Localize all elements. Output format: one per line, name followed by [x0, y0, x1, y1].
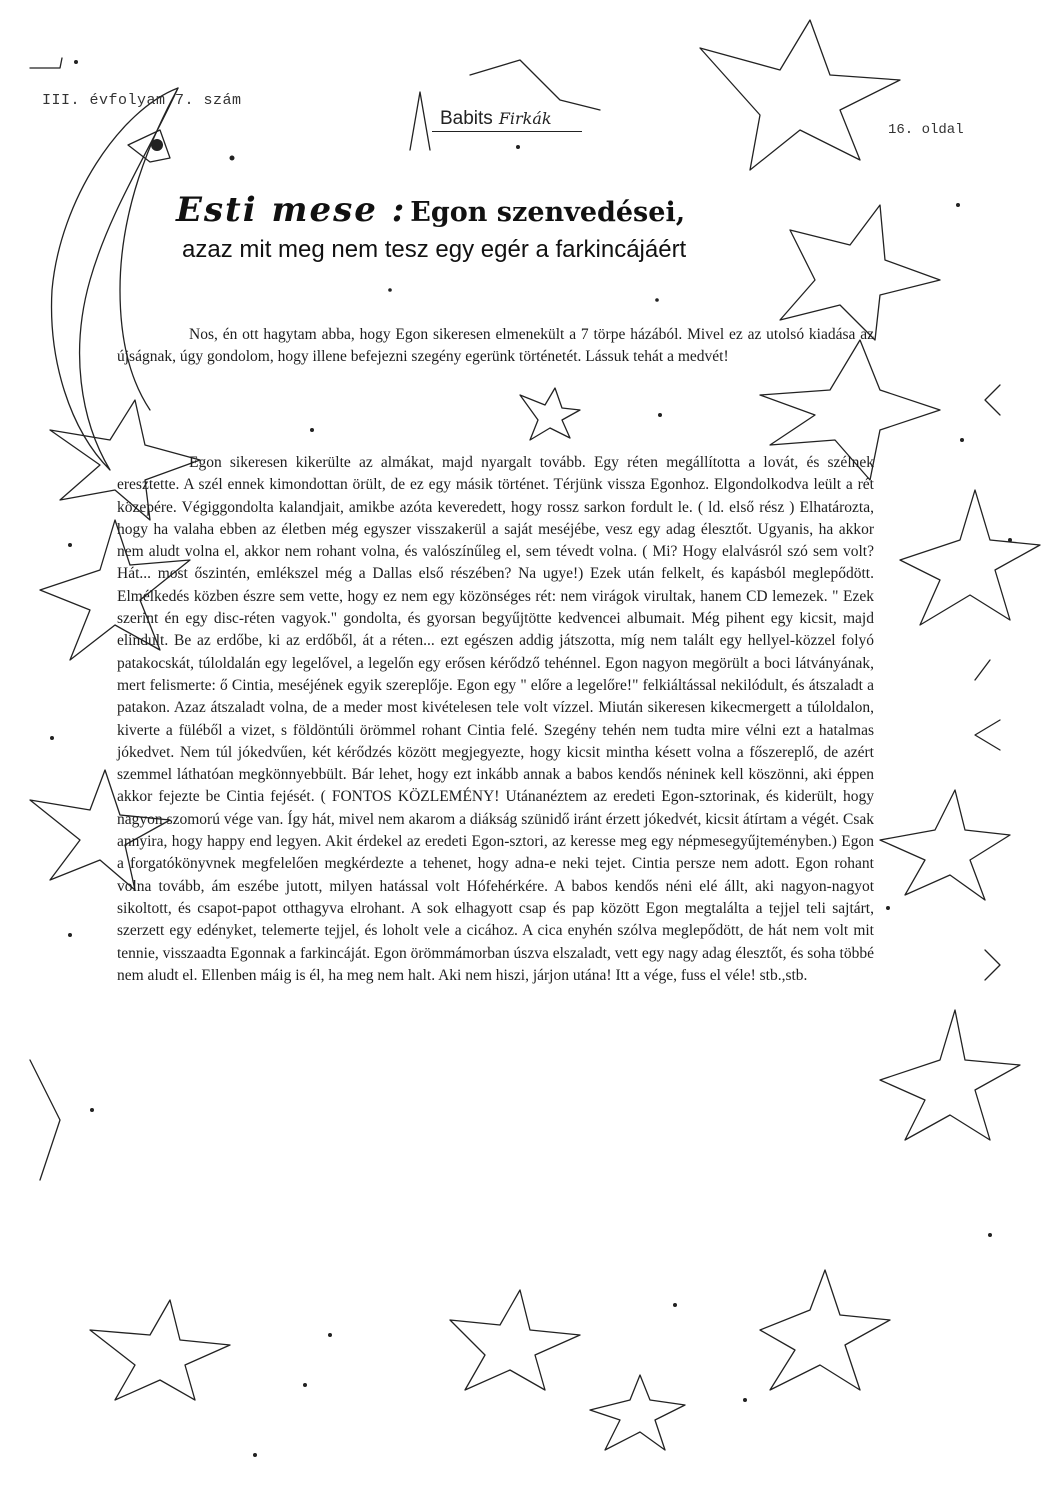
- bracket-doodle-3: [975, 660, 990, 680]
- dot-doodle: [658, 413, 662, 417]
- star-doodle-bottom-2: [450, 1290, 580, 1390]
- dot-doodle: [743, 1398, 747, 1402]
- star-doodle-bottom-3: [760, 1270, 890, 1390]
- dot-doodle: [960, 438, 964, 442]
- dot-doodle: [90, 1108, 94, 1112]
- moon-eye-fill: [151, 139, 163, 151]
- dot-doodle: [230, 156, 235, 161]
- article-title-main: Esti mese :: [176, 190, 407, 230]
- dot-doodle: [388, 288, 392, 292]
- dot-doodle: [328, 1333, 332, 1337]
- article-title-rest: Egon szenvedései,: [410, 197, 686, 228]
- masthead: [440, 108, 552, 130]
- dot-doodle: [253, 1453, 257, 1457]
- dot-doodle: [68, 543, 72, 547]
- article-paragraph-1: Nos, én ott hagytam abba, hogy Egon sikeresen elmenekült a 7 törpe házából. Mivel ez az utolsó kiadása az újságnak, úgy gondolom, hogy illene befejezni szegény egerünk történetét. Lássuk tehát a medvét!: [117, 326, 874, 366]
- curve-doodle-left: [30, 1060, 60, 1180]
- star-doodle-right-low: [900, 490, 1040, 625]
- header-wedge-doodle: [410, 92, 430, 150]
- dot-doodle: [886, 906, 890, 910]
- page-number: 16. oldal: [888, 122, 964, 138]
- dot-doodle: [50, 736, 54, 740]
- star-doodle-top-right: [700, 20, 900, 170]
- masthead-underline: [432, 131, 582, 132]
- star-doodle-right-edge: [880, 790, 1010, 900]
- dot-doodle: [655, 298, 659, 302]
- bracket-doodle-4: [985, 950, 1000, 980]
- dot-doodle: [516, 145, 520, 149]
- moon-eye-doodle: [128, 130, 170, 162]
- crescent-moon-doodle: [52, 88, 178, 470]
- dot-doodle: [956, 203, 960, 207]
- dot-doodle: [303, 1383, 307, 1387]
- star-doodle-bottom-1: [90, 1300, 230, 1400]
- article-subtitle: azaz mit meg nem tesz egy egér a farkincájáért: [182, 236, 687, 263]
- bracket-doodle-1: [985, 385, 1000, 415]
- masthead-brand: Babits: [440, 108, 493, 129]
- bracket-doodle-2: [975, 720, 1000, 750]
- issue-label: III. évfolyam 7. szám: [42, 92, 242, 109]
- dot-doodle: [988, 1233, 992, 1237]
- article-title: [176, 190, 685, 230]
- star-doodle-small-center: [520, 388, 580, 440]
- corner-tick-doodle: [30, 58, 62, 68]
- star-doodle-bottom-4: [590, 1375, 685, 1450]
- dot-doodle: [1008, 538, 1012, 542]
- masthead-brand-script: Firkák: [498, 109, 552, 128]
- dot-doodle: [68, 933, 72, 937]
- star-doodle-title-right: [780, 205, 940, 340]
- article-paragraph-2: Egon sikeresen kikerülte az almákat, majd nyargalt tovább. Egy réten megállította a lovát, és szélnek eresztette. A szél ennek kimondottan örült, de ez egy másik történet. Térjünk vissza Egonhoz. Elgondolkodva leült a rét közepére. Végiggondolta kalandjait, amikbe azóta keveredett, hogy rossz sarkon fordult le. ( ld. első rész ) Elhatározta, hogy ha valaha ebben az életben még egyszer visszakerül a saját meséjébe, vesz egy adag élesztőt. Ugyanis, ha akkor nem aludt volna el, akkor nem rohant volna, és valószínűleg el, sem tévedt volna. ( Mi? Hogy elalvásról szó sem volt? Hát... most őszintén, emlékszel még a Dallas első részében? Na ugye!) Ezek után felkelt, és kapásból meglepődött. Elmélkedés közben észre sem vette, hogy ez nem egy közönséges rét: nem virágok virultak, hanem CD lemezek. " Ezek szerint én egy disc-réten vagyok." gondolta, és gyorsan begyűjtötte kedvencei albumait. Még pihent egy kicsit, majd elindult. Be az erdőbe, ki az erdőből, át a réten... ezt egészen addig játszotta, míg nem talált egy hellyel-közzel folyó patakocskát, túloldalán egy legelővel, a legelőn egy erősen kérődző tehénnel. Egon nagyon megörült a boci látványának, mert felismerte: ő Cintia, meséjének egyik szereplője. Egon egy " előre a legelőre!" felkiáltással nekilódult, és átszaladt a patakon. Azaz átszaladt volna, de a meder most kivételesen tele volt vízzel. Miután sikeresen kikecmergett a túloldalon, kiverte a füléből a vizet, s földöntúli örömmel rohant Cintia felé. Szegény tehén nem tudta mire vélni ezt a hatalmas jókedvet. Nem túl jókedvűen, két kérődzés között megjegyezte, hogy kicsit mintha késett volna a főszereplő, de azért szemmel láthatóan megkönnyebbült. Bár lehet, hogy ezt inkább annak a babos kendős néninek kell köszönni, aki éppen akkor fejezte be Cintia fejését. ( FONTOS KÖZLEMÉNY! Utánanéztem az eredeti Egon-sztorinak, és kiderült, hogy nagyon szomorú vége van. Így hát, mivel nem akarom a diákság szünidő iránt érzett jókedvét, kicsit átírtam a végét. Csak annyira, hogy happy end legyen. Akit érdekel az eredeti Egon-sztori, az keresse meg egy népmesegyűjteményben.) Egon a forgatókönyvnek megfelelően megkérdezte a tehenet, hogy adna-e neki tejet. Cintia persze nem adott. Egon rohant volna tovább, ám eszébe jutott, milyen hatással volt Hófehérkére. A babos kendős néni elé állt, aki nagyon-nagyot sikoltott, és csapot-papot otthagyva elrohant. A sok elhagyott csap és pap között Egon megtalálta a tejjel teli sajtárt, szerzett egy edényket, telemerte tejjel, és loholt vele a cicához. A cica enyhén szólva meglepődött, de hát nem volt mit tennie, visszaadta Egonnak a farkincáját. Egon örömmámorban úszva elszaladt, vett egy nagy adag élesztőt, és soha többé nem aludt el. Ellenben máig is él, ha meg nem halt. Aki nem hiszi, járjon utána! Itt a vége, fuss el véle! stb.,stb.: [117, 454, 874, 984]
- star-doodle-right-bottom: [880, 1010, 1020, 1140]
- dot-doodle: [310, 428, 314, 432]
- dot-doodle: [74, 60, 78, 64]
- dot-doodle: [673, 1303, 677, 1307]
- header-wedge-right-doodle: [470, 60, 600, 110]
